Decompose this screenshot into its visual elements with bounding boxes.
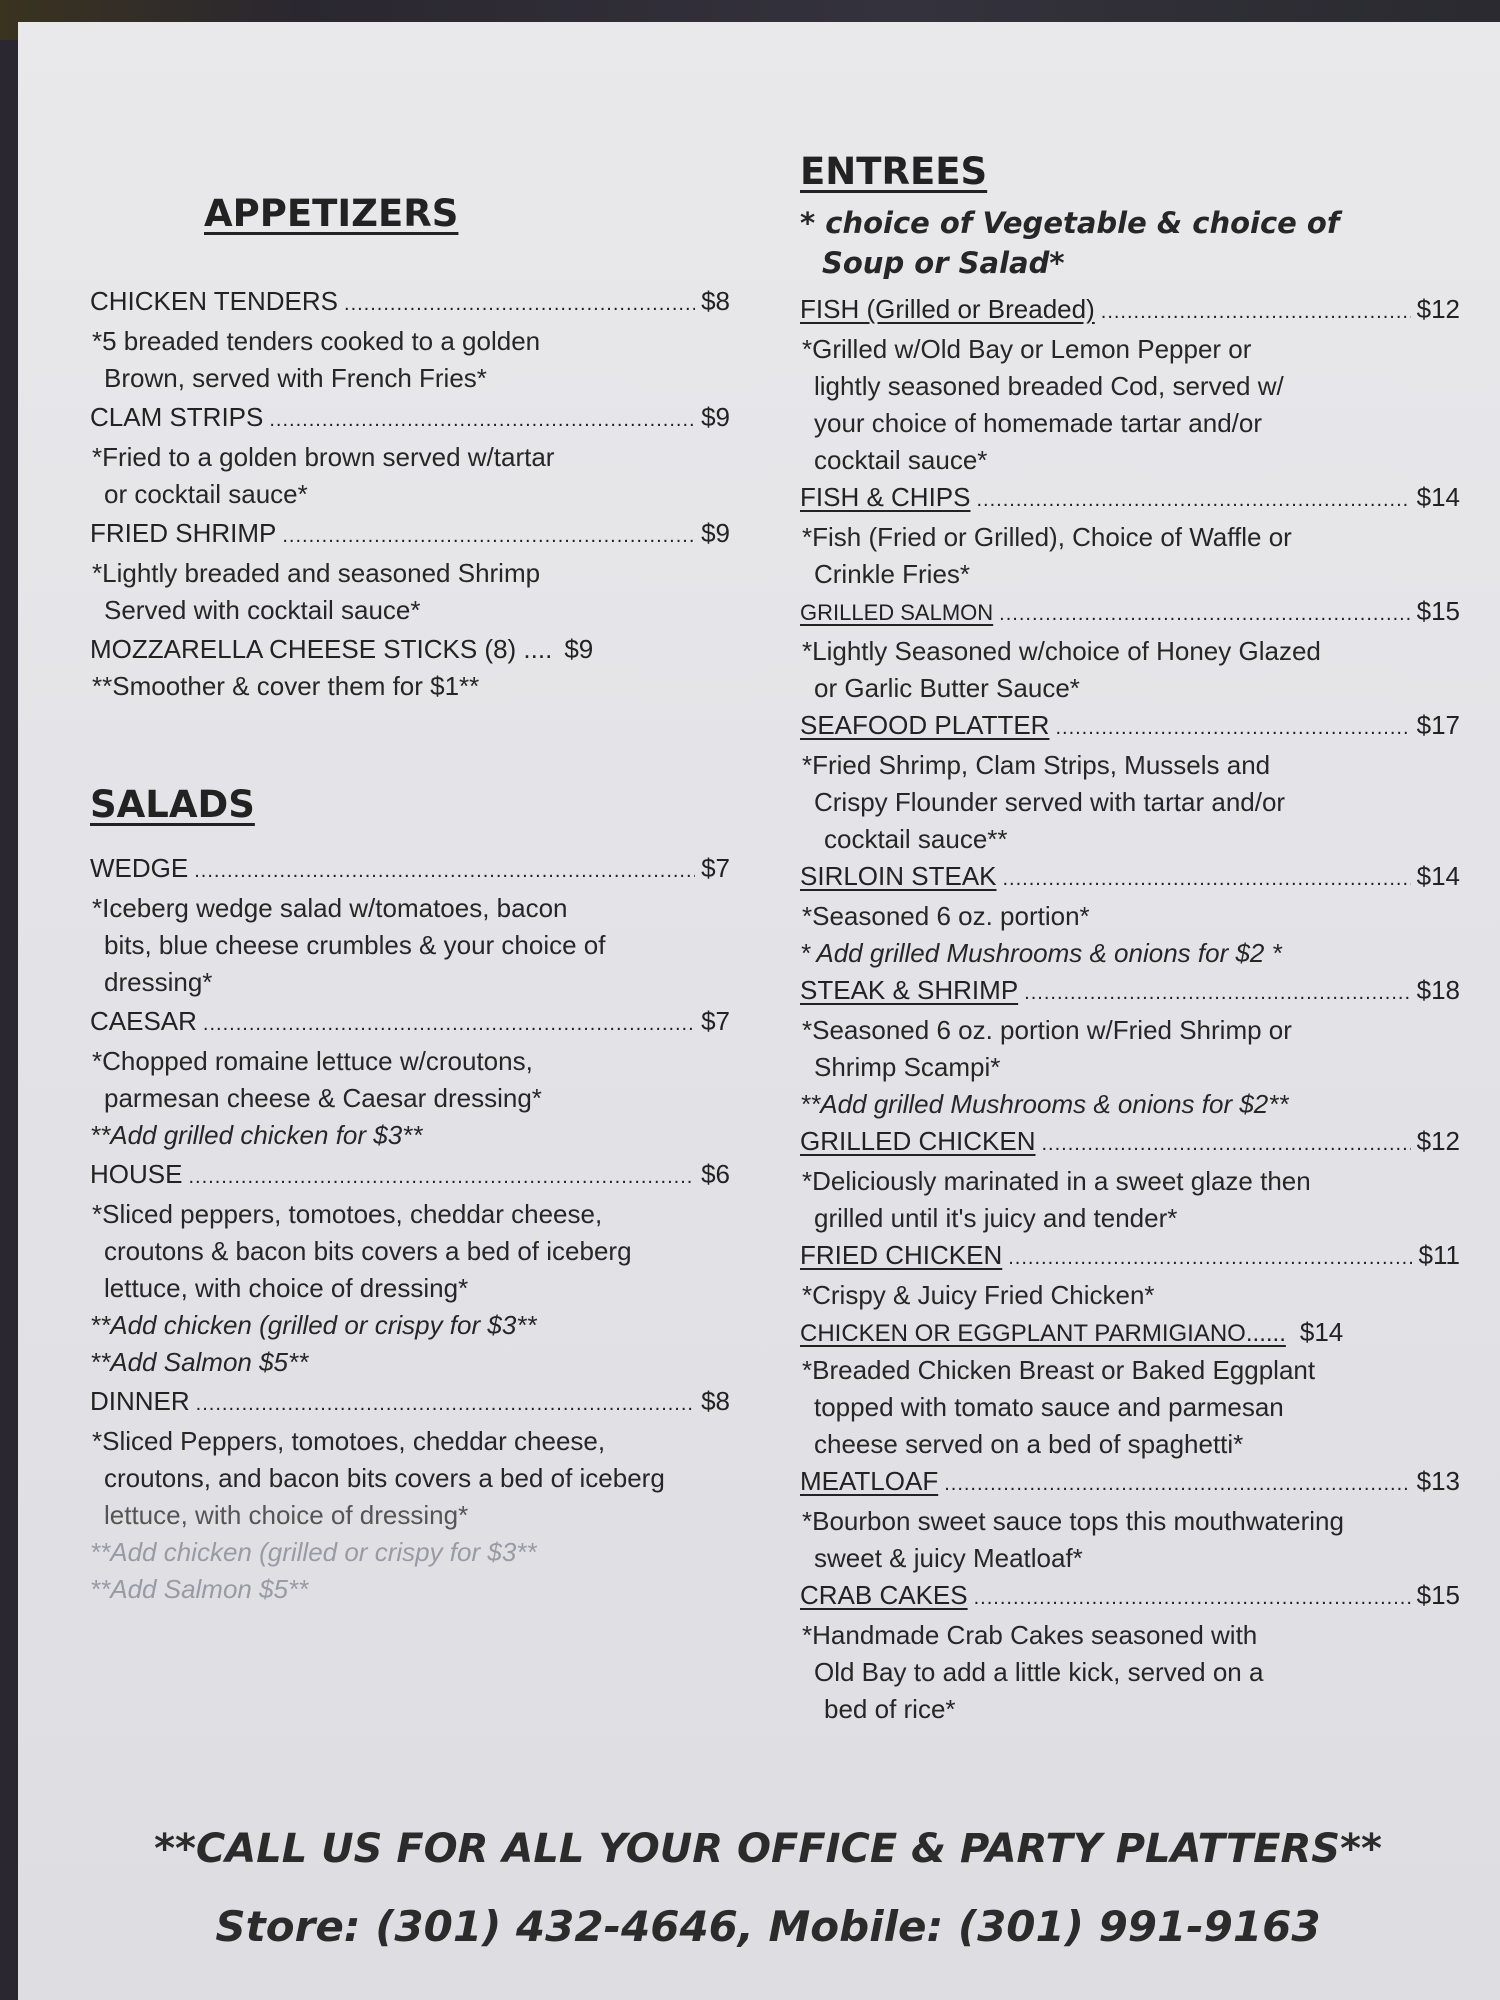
- item-description: *Grilled w/Old Bay or Lemon Pepper or: [802, 334, 1252, 364]
- left-column: [90, 192, 730, 1608]
- dot-leader: [1024, 975, 1410, 1012]
- item-price: $8: [701, 286, 730, 316]
- item-description: *Fried Shrimp, Clam Strips, Mussels and: [802, 750, 1271, 780]
- menu-item: [90, 631, 730, 668]
- item-description: bed of rice*: [824, 1694, 956, 1724]
- item-price: $7: [701, 1006, 730, 1036]
- item-price: $15: [1416, 1580, 1460, 1610]
- item-description: croutons & bacon bits covers a bed of iceberg: [104, 1236, 632, 1266]
- right-column: [800, 150, 1460, 1728]
- item-addon: **Add chicken (grilled or crispy for $3**: [90, 1310, 537, 1340]
- item-description: Brown, served with French Fries*: [104, 363, 487, 393]
- item-addon: **Add grilled Mushrooms & onions for $2**: [800, 1089, 1289, 1119]
- item-description: Crispy Flounder served with tartar and/or: [814, 787, 1286, 817]
- item-price: $9: [701, 402, 730, 432]
- item-description: bits, blue cheese crumbles & your choice of: [104, 930, 606, 960]
- menu-item: [800, 479, 1460, 519]
- item-addon: **Add Salmon $5**: [90, 1574, 309, 1604]
- item-name: MOZZARELLA CHEESE STICKS (8) ....: [90, 634, 553, 664]
- menu-item: [800, 593, 1460, 633]
- item-name: FRIED SHRIMP: [90, 518, 277, 548]
- item-description: *Handmade Crab Cakes seasoned with: [802, 1620, 1258, 1650]
- item-name: FRIED CHICKEN: [800, 1240, 1003, 1270]
- item-description: sweet & juicy Meatloaf*: [814, 1543, 1083, 1573]
- dot-leader: [1003, 861, 1411, 898]
- item-description: parmesan cheese & Caesar dressing*: [104, 1083, 542, 1113]
- item-description: *Crispy & Juicy Fried Chicken*: [802, 1280, 1155, 1310]
- item-description: *Bourbon sweet sauce tops this mouthwatering: [802, 1506, 1344, 1536]
- entrees-note: [800, 203, 1460, 283]
- entrees-title: ENTREES: [800, 150, 988, 193]
- menu-item: [800, 972, 1460, 1012]
- dot-leader: [269, 402, 695, 439]
- item-price: $7: [701, 853, 730, 883]
- entrees-note-line: Soup or Salad*: [822, 246, 1065, 280]
- menu-item: [90, 399, 730, 439]
- menu-item: [800, 1577, 1460, 1617]
- item-description: dressing*: [104, 967, 213, 997]
- item-price: $6: [701, 1159, 730, 1189]
- dot-leader: [282, 518, 695, 555]
- item-name: CLAM STRIPS: [90, 402, 264, 432]
- item-name: CRAB CAKES: [800, 1580, 968, 1610]
- item-description: cheese served on a bed of spaghetti*: [814, 1429, 1244, 1459]
- menu-item: [90, 515, 730, 555]
- item-name: CAESAR: [90, 1006, 197, 1036]
- dot-leader: [944, 1466, 1410, 1503]
- menu-item: [90, 1156, 730, 1196]
- item-description: *Seasoned 6 oz. portion w/Fried Shrimp or: [802, 1015, 1292, 1045]
- dot-leader: [1055, 710, 1410, 747]
- item-price: $9: [564, 634, 594, 664]
- item-description: *Seasoned 6 oz. portion*: [802, 901, 1090, 931]
- item-name: FISH & CHIPS: [800, 482, 971, 512]
- item-price: $11: [1418, 1240, 1460, 1270]
- item-name: FISH (Grilled or Breaded): [800, 294, 1095, 324]
- dot-leader: [1008, 1240, 1412, 1277]
- item-description: cocktail sauce**: [824, 824, 1008, 854]
- item-addon: * Add grilled Mushrooms & onions for $2 *: [800, 938, 1282, 968]
- item-description: cocktail sauce*: [814, 445, 988, 475]
- item-description: topped with tomato sauce and parmesan: [814, 1392, 1284, 1422]
- item-description: lettuce, with choice of dressing*: [104, 1273, 469, 1303]
- item-description: **Smoother & cover them for $1**: [92, 671, 480, 701]
- dot-leader: [976, 482, 1410, 519]
- dot-leader: [188, 1159, 695, 1196]
- item-description: lightly seasoned breaded Cod, served w/: [814, 371, 1284, 401]
- dot-leader: [1101, 294, 1411, 331]
- item-price: $8: [701, 1386, 730, 1416]
- entrees-note-line: * choice of Vegetable & choice of: [800, 206, 1340, 240]
- item-price: $9: [701, 518, 730, 548]
- item-price: $17: [1416, 710, 1460, 740]
- dot-leader: [196, 1386, 695, 1423]
- item-description: Crinkle Fries*: [814, 559, 971, 589]
- item-description: Shrimp Scampi*: [814, 1052, 1001, 1082]
- item-price: $12: [1416, 294, 1460, 324]
- dot-leader: [974, 1580, 1411, 1617]
- item-description: Served with cocktail sauce*: [104, 595, 421, 625]
- item-description: *Breaded Chicken Breast or Baked Eggplant: [802, 1355, 1316, 1385]
- item-name: GRILLED SALMON: [800, 600, 994, 625]
- item-name: CHICKEN OR EGGPLANT PARMIGIANO......: [800, 1320, 1286, 1347]
- item-price: $14: [1299, 1317, 1344, 1347]
- menu-page: [18, 22, 1500, 2000]
- item-description: *Lightly breaded and seasoned Shrimp: [92, 558, 541, 588]
- item-name: SIRLOIN STEAK: [800, 861, 997, 891]
- item-price: $12: [1416, 1126, 1460, 1156]
- item-price: $14: [1416, 861, 1460, 891]
- item-price: $14: [1416, 482, 1460, 512]
- dot-leader: [194, 853, 695, 890]
- item-description: croutons, and bacon bits covers a bed of iceberg: [104, 1463, 665, 1493]
- item-addon: **Add Salmon $5**: [90, 1347, 309, 1377]
- item-description: *Sliced Peppers, tomotoes, cheddar cheese,: [92, 1426, 606, 1456]
- menu-item: [800, 707, 1460, 747]
- item-description: *Fried to a golden brown served w/tartar: [92, 442, 555, 472]
- item-price: $13: [1416, 1466, 1460, 1496]
- dot-leader: [203, 1006, 695, 1043]
- item-name: MEATLOAF: [800, 1466, 939, 1496]
- salads-title: SALADS: [90, 783, 255, 826]
- menu-item: [90, 850, 730, 890]
- item-description: or cocktail sauce*: [104, 479, 308, 509]
- menu-item: [800, 1237, 1460, 1277]
- dot-leader: [1042, 1126, 1411, 1163]
- menu-item: [800, 291, 1460, 331]
- item-description: grilled until it's juicy and tender*: [814, 1203, 1178, 1233]
- item-description: *Deliciously marinated in a sweet glaze then: [802, 1166, 1311, 1196]
- item-name: HOUSE: [90, 1159, 183, 1189]
- item-addon: **Add chicken (grilled or crispy for $3**: [90, 1537, 537, 1567]
- dot-leader: [344, 286, 695, 323]
- menu-item: [800, 1123, 1460, 1163]
- item-price: $18: [1416, 975, 1460, 1005]
- item-description: or Garlic Butter Sauce*: [814, 673, 1080, 703]
- item-name: GRILLED CHICKEN: [800, 1126, 1036, 1156]
- item-description: *Iceberg wedge salad w/tomatoes, bacon: [92, 893, 568, 923]
- item-description: your choice of homemade tartar and/or: [814, 408, 1263, 438]
- item-addon: **Add grilled chicken for $3**: [90, 1120, 423, 1150]
- menu-item: [90, 1003, 730, 1043]
- menu-item: [90, 1383, 730, 1423]
- item-name: STEAK & SHRIMP: [800, 975, 1019, 1005]
- footer-phone-numbers: Store: (301) 432-4646, Mobile: (301) 991-9163: [215, 1902, 1321, 1951]
- dot-leader: [999, 596, 1410, 633]
- menu-item: [800, 1314, 1460, 1352]
- menu-item: [800, 858, 1460, 898]
- item-description: *Fish (Fried or Grilled), Choice of Waffle or: [802, 522, 1292, 552]
- item-name: SEAFOOD PLATTER: [800, 710, 1050, 740]
- item-description: *Sliced peppers, tomotoes, cheddar cheese,: [92, 1199, 603, 1229]
- item-description: *5 breaded tenders cooked to a golden: [92, 326, 541, 356]
- appetizers-title: APPETIZERS: [204, 192, 459, 235]
- item-name: CHICKEN TENDERS: [90, 286, 339, 316]
- item-description: Old Bay to add a little kick, served on a: [814, 1657, 1264, 1687]
- menu-item: [800, 1463, 1460, 1503]
- item-description: *Lightly Seasoned w/choice of Honey Glazed: [802, 636, 1321, 666]
- item-description: lettuce, with choice of dressing*: [104, 1500, 469, 1530]
- item-price: $15: [1416, 596, 1460, 626]
- footer-callout: **CALL US FOR ALL YOUR OFFICE & PARTY PLATTERS**: [154, 1826, 1382, 1872]
- item-name: WEDGE: [90, 853, 189, 883]
- item-name: DINNER: [90, 1386, 190, 1416]
- item-description: *Chopped romaine lettuce w/croutons,: [92, 1046, 533, 1076]
- menu-item: [90, 283, 730, 323]
